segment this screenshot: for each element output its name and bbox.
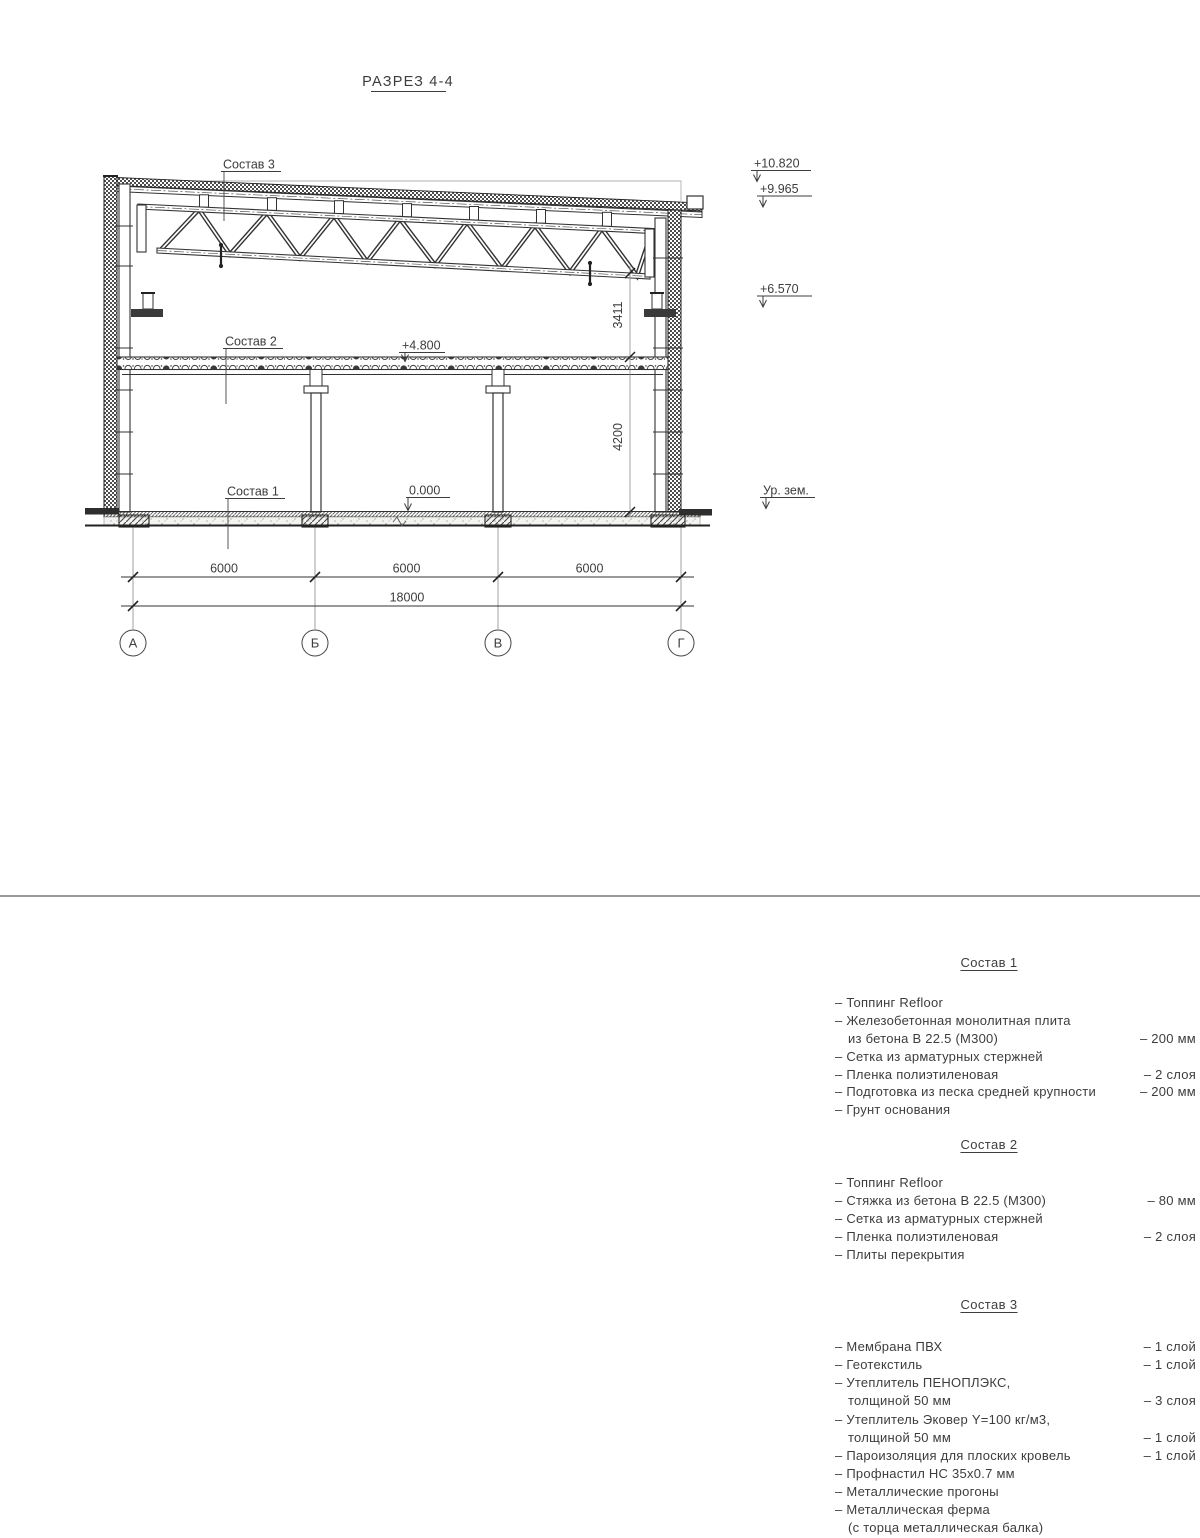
composition-item [835, 1338, 1199, 1356]
bottom-dimensions [120, 528, 694, 657]
composition-item-value: – 3 слоя [1143, 1393, 1196, 1409]
composition-item-value: – 1 слой [1143, 1447, 1196, 1463]
composition-item-text: – Пленка полиэтиленовая [835, 1066, 999, 1082]
roof-end-cap [687, 196, 703, 209]
composition-item-text: толщиной 50 мм [848, 1429, 952, 1445]
truss-left-post [137, 205, 146, 252]
svg-text:+10.820: +10.820 [754, 156, 800, 171]
composition-item-text: – Стяжка из бетона В 22.5 (М300) [835, 1192, 1047, 1208]
composition-item [835, 1501, 1199, 1519]
composition-list [835, 1174, 1199, 1263]
roof-truss [137, 204, 663, 286]
composition-title: Состав 2 [960, 1137, 1018, 1152]
composition-item [835, 1465, 1199, 1483]
composition-item-value: – 200 мм [1139, 1084, 1196, 1100]
dim-height-3411: 3411 [611, 301, 625, 329]
axis-label-V: В [493, 635, 503, 651]
dim-span-2: 6000 [392, 561, 421, 576]
elevation-zero [405, 484, 451, 511]
composition-item [835, 1411, 1199, 1429]
truss-right-post [645, 229, 654, 277]
composition-item-value: – 1 слой [1143, 1429, 1196, 1445]
interior-columns [304, 370, 510, 513]
composition-item-text: – Сетка из арматурных стержней [835, 1048, 1043, 1064]
composition-item [835, 1192, 1199, 1210]
svg-text:+6.570: +6.570 [760, 282, 799, 296]
svg-text:Ур. зем.: Ур. зем. [763, 483, 809, 498]
svg-text:+9.965: +9.965 [760, 182, 799, 196]
ground-floor [85, 508, 712, 527]
column-V-axis [486, 370, 510, 513]
composition-item-value: – 1 слой [1143, 1339, 1196, 1354]
left-base-flashing [85, 508, 119, 515]
left-corbel [131, 293, 163, 317]
mid-floor-slab [117, 357, 668, 375]
composition-item [835, 1392, 1199, 1410]
column-B-axis [304, 370, 328, 513]
composition-item [835, 1519, 1199, 1537]
composition-item-text: – Плиты перекрытия [835, 1246, 965, 1262]
composition-list [835, 1338, 1199, 1538]
composition-item-text: – Пленка полиэтиленовая [835, 1228, 999, 1244]
elevation-ground-level [760, 484, 815, 509]
composition-item-value: – 200 мм [1139, 1030, 1196, 1046]
composition-item-value: – 2 слоя [1143, 1228, 1196, 1244]
composition-item [835, 1228, 1199, 1246]
svg-text:Состав 3: Состав 3 [223, 157, 275, 172]
dim-height-4200: 4200 [611, 423, 625, 451]
composition-item-value: – 2 слоя [1143, 1066, 1196, 1082]
composition-item [835, 1356, 1199, 1374]
composition-title: Состав 3 [960, 1297, 1018, 1312]
composition-item [835, 1101, 1199, 1119]
svg-text:Состав 2: Состав 2 [225, 334, 277, 349]
composition-item-text: – Утеплитель ПЕНОПЛЭКС, [835, 1375, 1011, 1391]
composition-item [835, 1210, 1199, 1228]
right-wall-panel [668, 210, 681, 512]
svg-text:+4.800: +4.800 [402, 338, 441, 353]
composition-item [835, 1429, 1199, 1447]
composition-item-text: – Металлическая ферма [835, 1502, 991, 1518]
composition-item [835, 1447, 1199, 1465]
elevation-roof-high [751, 157, 811, 182]
sheet-bottom-border [0, 895, 1200, 897]
composition-item-text: – Утеплитель Эковер Y=100 кг/м3, [835, 1411, 1051, 1427]
composition-item-text: (с торца металлическая балка) [848, 1520, 1044, 1536]
composition-item [835, 1066, 1199, 1084]
dim-span-1: 6000 [210, 561, 238, 576]
composition-item-text: – Пароизоляция для плоских кровель [835, 1447, 1071, 1463]
composition-item-text: – Металлические прогоны [835, 1484, 999, 1500]
svg-text:Состав 1: Состав 1 [227, 484, 279, 499]
composition-item [835, 1483, 1199, 1501]
composition-item [835, 1030, 1199, 1048]
composition-item [835, 1374, 1199, 1392]
axis-label-B: Б [310, 635, 320, 651]
composition-list [835, 994, 1199, 1119]
composition-item-text: – Мембрана ПВХ [835, 1339, 943, 1354]
axis-label-A: А [128, 635, 138, 651]
floor-topping [104, 512, 700, 518]
svg-text:0.000: 0.000 [409, 483, 441, 498]
composition-item [835, 1012, 1199, 1030]
elevation-crane-level [757, 282, 812, 307]
axis-bubbles [120, 630, 694, 656]
composition-item [835, 994, 1199, 1012]
composition-item-text: – Геотекстиль [835, 1357, 923, 1373]
axis-label-G: Г [677, 635, 685, 651]
elevation-roof-low [757, 182, 812, 207]
composition-item-text: – Подготовка из песка средней крупности [835, 1084, 1097, 1100]
composition-item-text: – Профнастил НС 35х0.7 мм [835, 1465, 1015, 1481]
drawing-title [362, 74, 454, 92]
composition-item [835, 1174, 1199, 1192]
page-title: РАЗРЕЗ 4-4 [362, 74, 454, 90]
composition-item-text: толщиной 50 мм [848, 1393, 952, 1409]
composition-item-text: – Сетка из арматурных стержней [835, 1210, 1043, 1226]
composition-item [835, 1246, 1199, 1264]
composition-item-text: – Грунт основания [835, 1102, 951, 1118]
composition-item-text: – Топпинг Refloor [835, 995, 944, 1010]
composition-item [835, 1083, 1199, 1101]
composition-item-text: – Железобетонная монолитная плита [835, 1012, 1071, 1028]
composition-item-value: – 80 мм [1147, 1192, 1196, 1208]
dim-total: 18000 [389, 590, 425, 605]
sand-layer [104, 517, 700, 526]
composition-item-text: – Топпинг Refloor [835, 1175, 944, 1190]
dim-span-3: 6000 [575, 561, 604, 576]
composition-item [835, 1048, 1199, 1066]
composition-item-text: из бетона В 22.5 (М300) [848, 1030, 999, 1046]
composition-item-value: – 1 слой [1143, 1357, 1196, 1373]
composition-title: Состав 1 [960, 955, 1018, 970]
vertical-dimension [611, 266, 635, 517]
